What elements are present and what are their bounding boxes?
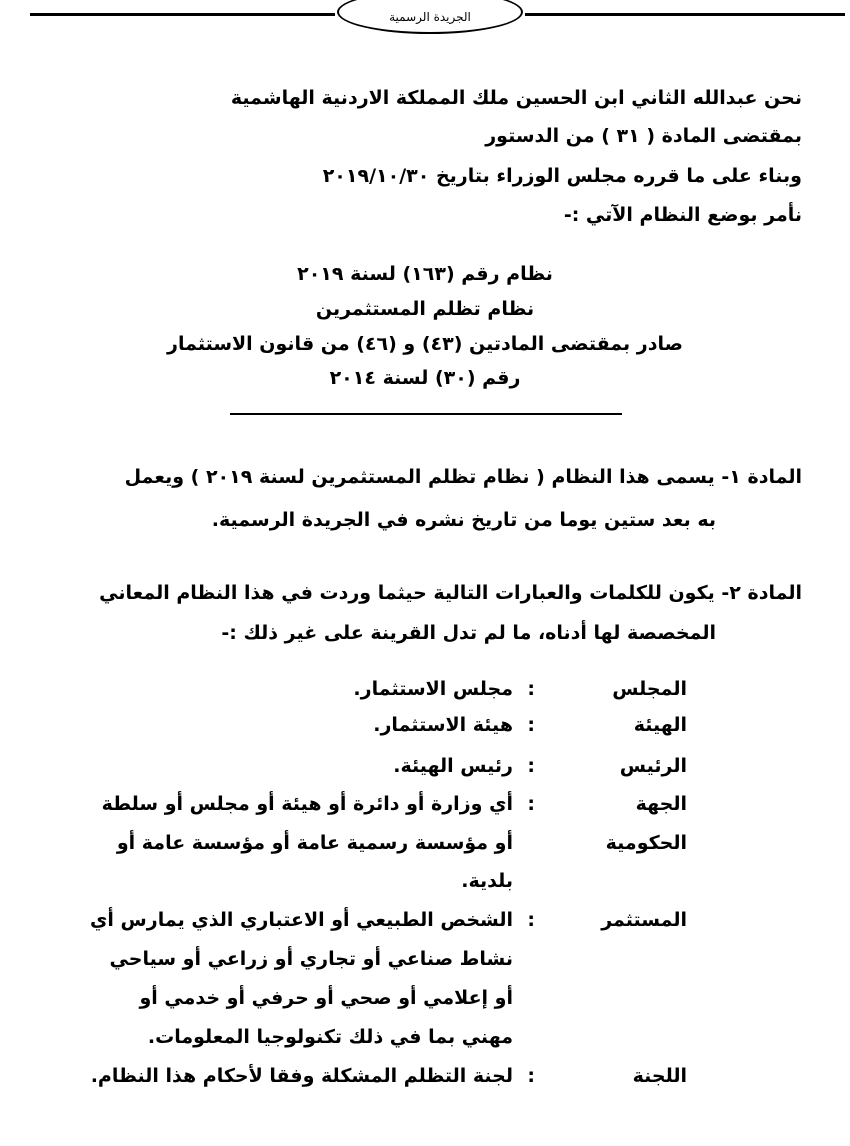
definition-colon: : — [527, 678, 535, 700]
definition-text-investor-4: مهني بما في ذلك تكنولوجيا المعلومات. — [147, 1026, 513, 1048]
definition-term-council: المجلس — [612, 678, 687, 700]
definition-term-governmental-1: الجهة — [635, 793, 687, 815]
definition-term-president: الرئيس — [619, 755, 687, 777]
definition-text-governmental-2: أو مؤسسة رسمية عامة أو مؤسسة عامة أو — [116, 832, 513, 854]
regulation-law-number: رقم (٣٠) لسنة ٢٠١٤ — [329, 367, 521, 389]
preamble-line-4: نأمر بوضع النظام الآتي :- — [563, 204, 802, 226]
title-separator — [230, 413, 622, 415]
definition-text-investor-2: نشاط صناعي أو تجاري أو زراعي أو سياحي — [109, 948, 513, 970]
definition-text-president: رئيس الهيئة. — [393, 755, 513, 777]
article-2-line-2: المخصصة لها أدناه، ما لم تدل القرينة على غير ذلك :- — [221, 622, 716, 644]
preamble-line-3: وبناء على ما قرره مجلس الوزراء بتاريخ ٢٠١٩/١٠/٣٠ — [322, 165, 802, 187]
preamble-line-1: نحن عبدالله الثاني ابن الحسين ملك المملكة الاردنية الهاشمية — [230, 87, 802, 109]
definition-colon: : — [527, 793, 535, 815]
definition-colon: : — [527, 755, 535, 777]
article-2-line-1: المادة ٢- يكون للكلمات والعبارات التالية حيثما وردت في هذا النظام المعاني — [99, 582, 802, 604]
gazette-header-label: الجريدة الرسمية — [337, 0, 523, 34]
regulation-authority: صادر بمقتضى المادتين (٤٣) و (٤٦) من قانون الاستثمار — [167, 333, 683, 355]
definition-text-governmental-3: بلدية. — [461, 870, 513, 892]
definition-text-investor-3: أو إعلامي أو صحي أو حرفي أو خدمي أو — [139, 987, 513, 1009]
definition-colon: : — [527, 714, 535, 736]
definition-term-committee: اللجنة — [632, 1065, 687, 1087]
definition-colon: : — [527, 1065, 535, 1087]
definition-term-governmental-2: الحكومية — [605, 832, 687, 854]
regulation-name: نظام تظلم المستثمرين — [315, 298, 535, 320]
header-rule-right — [525, 13, 845, 16]
definition-text-investor-1: الشخص الطبيعي أو الاعتباري الذي يمارس أي — [90, 909, 513, 931]
preamble-line-2: بمقتضى المادة ( ٣١ ) من الدستور — [485, 125, 802, 147]
definition-term-authority: الهيئة — [633, 714, 687, 736]
definition-text-committee: لجنة التظلم المشكلة وفقا لأحكام هذا النظام. — [90, 1065, 513, 1087]
definition-colon: : — [527, 909, 535, 931]
article-1-line-2: به بعد ستين يوما من تاريخ نشره في الجريدة الرسمية. — [211, 509, 716, 531]
article-1-line-1: المادة ١- يسمى هذا النظام ( نظام تظلم المستثمرين لسنة ٢٠١٩ ) ويعمل — [124, 466, 802, 488]
definition-text-governmental-1: أي وزارة أو دائرة أو هيئة أو مجلس أو سلطة — [101, 793, 513, 815]
definition-text-authority: هيئة الاستثمار. — [373, 714, 513, 736]
definition-text-council: مجلس الاستثمار. — [353, 678, 513, 700]
header-rule-left — [30, 13, 335, 16]
regulation-number: نظام رقم (١٦٣) لسنة ٢٠١٩ — [297, 263, 553, 285]
definition-term-investor: المستثمر — [601, 909, 687, 931]
